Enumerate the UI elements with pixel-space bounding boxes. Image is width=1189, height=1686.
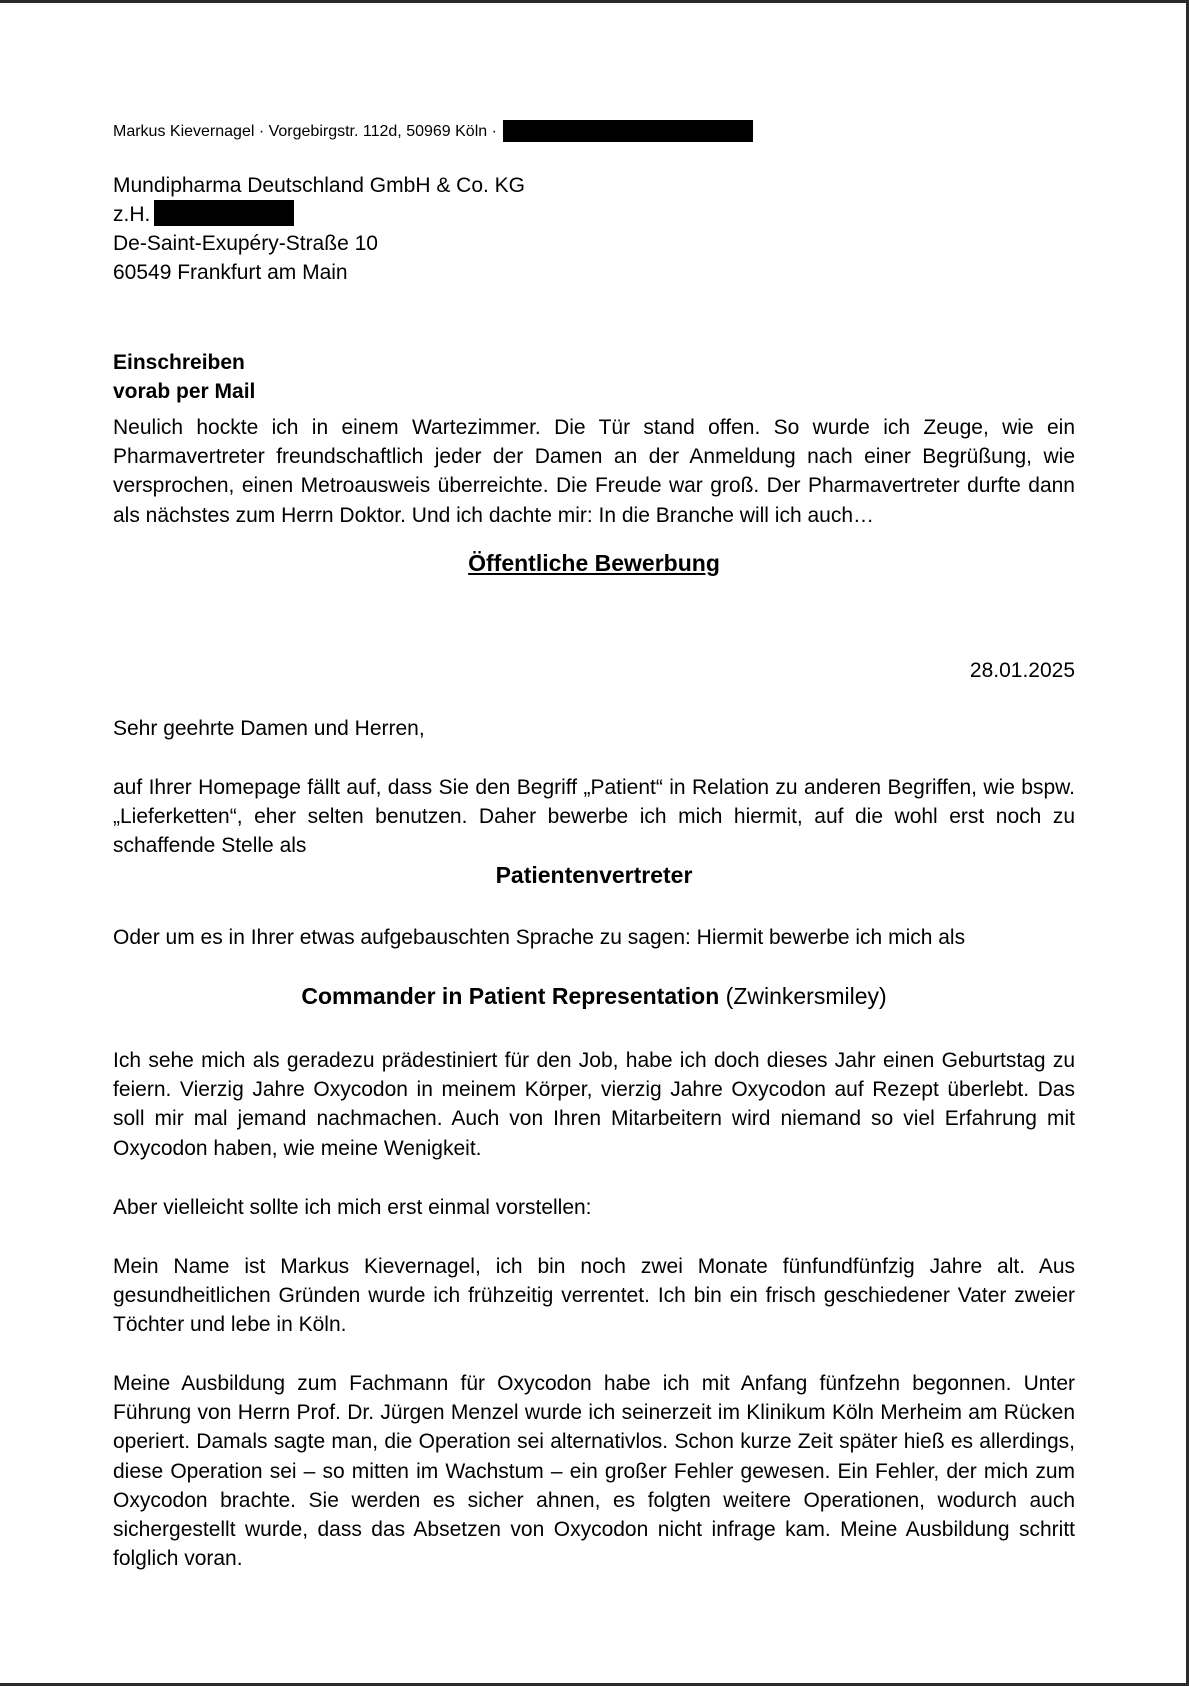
sender-line (113, 121, 753, 143)
letter-date: 28.01.2025 (969, 659, 1075, 682)
redaction-bar (503, 120, 753, 142)
recipient-street: De-Saint-Exupéry-Straße 10 (113, 232, 378, 255)
name-paragraph: Mein Name ist Markus Kievernagel, ich bin noch zwei Monate fünfundfünfzig Jahre alt. Aus gesundheitlichen Gründen wurde ich frühzeitig verrentet. Ich bin ein frisch geschiedener Vater zweier Töchter und lebe in Köln. (113, 1255, 1075, 1337)
recipient-company: Mundipharma Deutschland GmbH & Co. KG (113, 174, 526, 197)
homepage-paragraph: auf Ihrer Homepage fällt auf, dass Sie den Begriff „Patient“ in Relation zu anderen Begriffen, wie bspw. „Lieferketten“, eher selten benutzen. Daher bewerbe ich mich hiermit, auf die wohl erst noch zu schaffende Stelle als (113, 776, 1075, 858)
letter-title (113, 550, 1075, 577)
intro-paragraph: Neulich hockte ich in einem Wartezimmer. Die Tür stand offen. So wurde ich Zeuge, wie ein Pharmavertreter freundschaftlich jeder der Damen an der Anmeldung nach einer Begrüßung, wie versprochen, einen Metroausweis überreichte. Die Freude war groß. Der Pharmavertreter durfte dann als nächstes zum Herrn Doktor. Und ich dachte mir: In die Branche will ich auch… (113, 416, 1075, 527)
recipient-city: 60549 Frankfurt am Main (113, 261, 348, 284)
recipient-address (113, 171, 525, 287)
delivery-line-2: vorab per Mail (113, 380, 256, 403)
position-title: Patientenvertreter (495, 862, 693, 888)
training-paragraph: Meine Ausbildung zum Fachmann für Oxycodon habe ich mit Anfang fünfzehn begonnen. Unter Führung von Herrn Prof. Dr. Jürgen Menzel wurde ich seinerzeit im Klinikum Köln Merheim am Rücken operiert. Damals sagte man, die Operation sei alternativlos. Schon kurze Zeit später hieß es allerdings, diese Operation sei – so mitten im Wachstum – ein großer Fehler gewesen. Ein Fehler, der mich zum Oxycodon brachte. Sie werden es sicher ahnen, es folgten weitere Operationen, wodurch auch sichergestellt wurde, dass das Absetzen von Oxycodon nicht infrage kam. Meine Ausbildung schritt folglich voran. (113, 1372, 1075, 1571)
delivery-line-1: Einschreiben (113, 351, 245, 374)
commander-note: (Zwinkersmiley) (725, 983, 887, 1009)
commander-heading (113, 983, 1075, 1010)
commander-title: Commander in Patient Representation (301, 983, 720, 1009)
job-paragraph: Ich sehe mich als geradezu prädestiniert für den Job, habe ich doch dieses Jahr einen Geburtstag zu feiern. Vierzig Jahre Oxycodon in meinem Körper, vierzig Jahre Oxycodon auf Rezept überlebt. Das soll mir mal jemand nachmachen. Auch von Ihren Mitarbeitern wird niemand so viel Erfahrung mit Oxycodon haben, wie meine Wenigkeit. (113, 1049, 1075, 1160)
recipient-attention-line (113, 200, 525, 229)
sender-address: Markus Kievernagel · Vorgebirgstr. 112d, 50969 Köln · (113, 123, 497, 141)
language-paragraph: Oder um es in Ihrer etwas aufgebauschten Sprache zu sagen: Hiermit bewerbe ich mich als (113, 926, 966, 949)
redaction-bar (154, 200, 294, 226)
letter-title-text: Öffentliche Bewerbung (468, 550, 720, 576)
self-intro-paragraph: Aber vielleicht sollte ich mich erst einmal vorstellen: (113, 1196, 592, 1219)
recipient-attention: z.H. (113, 203, 151, 226)
delivery-note (113, 348, 255, 406)
salutation: Sehr geehrte Damen und Herren, (113, 717, 425, 740)
